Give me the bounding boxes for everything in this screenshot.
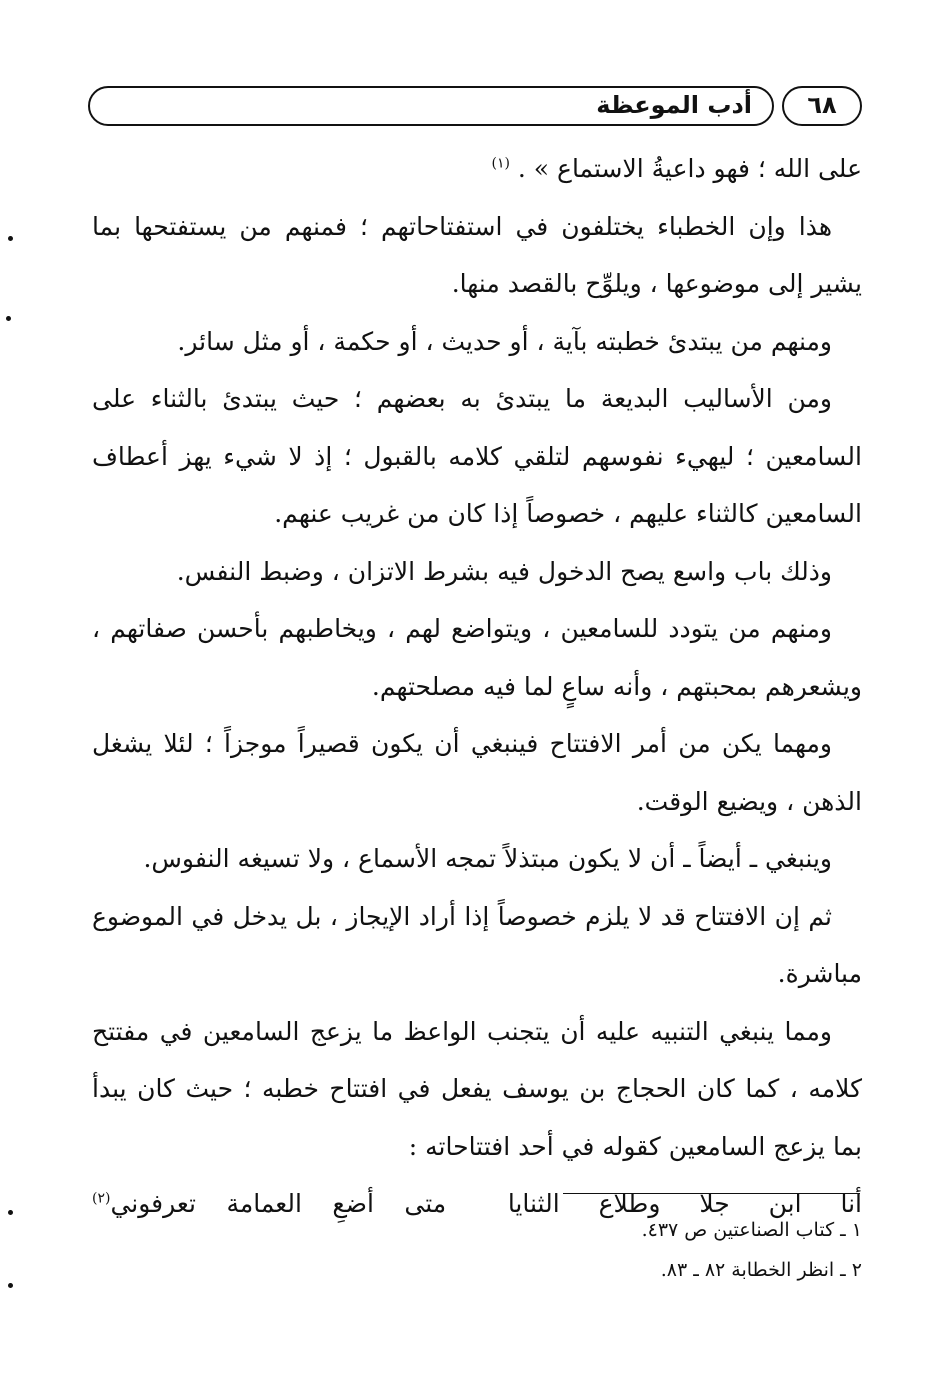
scan-speck <box>8 1210 13 1215</box>
paragraph: ومنهم من يبتدئ خطبته بآية ، أو حديث ، أو حكمة ، أو مثل سائر. <box>177 326 832 356</box>
paragraph: ومهما يكن من أمر الافتتاح فينبغي أن يكون قصيراً موجزاً ؛ لئلا يشغل الذهن ، ويضيع الوقت. <box>92 729 862 816</box>
scan-speck <box>8 236 13 241</box>
footnote-ref: (١) <box>491 155 510 172</box>
main-text <box>92 140 862 1233</box>
page-number: ٦٨ <box>782 86 862 126</box>
footnote-separator <box>563 1193 860 1194</box>
footnote: ١ ـ كتاب الصناعتين ص ٤٣٧. <box>641 1219 862 1241</box>
footnotes <box>92 1210 862 1290</box>
paragraph: ومنهم من يتودد للسامعين ، ويتواضع لهم ، ويخاطبهم بأحسن صفاتهم ، ويشعرهم بمحبتهم ، وأنه ساعٍ لما فيه مصلحتهم. <box>92 614 862 701</box>
page-header <box>88 86 862 132</box>
paragraph: وينبغي ـ أيضاً ـ أن لا يكون مبتذلاً تمجه الأسماع ، ولا تسيغه النفوس. <box>143 844 832 873</box>
paragraph-text: على الله ؛ فهو داعيةُ الاستماع » . <box>517 154 862 183</box>
verse-first-hemistich: أنا ابن جلا وطلاع الثنايا <box>507 1189 862 1218</box>
paragraph: هذا وإن الخطباء يختلفون في استفتاحاتهم ؛ فمنهم من يستفتحها بما يشير إلى موضوعها ، ويلوِّح بالقصد منها. <box>92 211 862 298</box>
verse-second-text: متى أضعِ العمامة تعرفوني <box>110 1189 447 1218</box>
paragraph: ثم إن الافتتاح قد لا يلزم خصوصاً إذا أراد الإيجاز ، بل يدخل في الموضوع مباشرة. <box>92 901 862 988</box>
paragraph: وذلك باب واسع يصح الدخول فيه بشرط الاتزان ، وضبط النفس. <box>176 556 832 586</box>
running-title: أدب الموعظة <box>596 91 752 119</box>
paragraph: ومما ينبغي التنبيه عليه أن يتجنب الواعظ ما يزعج السامعين في مفتتح كلامه ، كما كان الحجاج بن يوسف يفعل في افتتاح خطبه ؛ حيث كان يبدأ بما يزعج السامعين كقوله في أحد افتتاحاته : <box>92 1016 862 1161</box>
paragraph <box>92 140 862 198</box>
scan-speck <box>8 1283 13 1288</box>
paragraph: ومن الأساليب البديعة ما يبتدئ به بعضهم ؛ حيث يبتدئ بالثناء على السامعين ؛ ليهيء نفوسهم لتلقي كلامه بالقبول ؛ إذ لا شيء يهز أعطاف السامعين كالثناء عليهم ، خصوصاً إذا كان من غريب عنهم. <box>92 384 862 528</box>
footnote: ٢ ـ انظر الخطابة ٨٢ ـ ٨٣. <box>660 1259 862 1281</box>
running-title-box <box>88 86 774 126</box>
footnote-ref: (٢) <box>92 1190 111 1207</box>
scan-speck <box>6 316 11 321</box>
